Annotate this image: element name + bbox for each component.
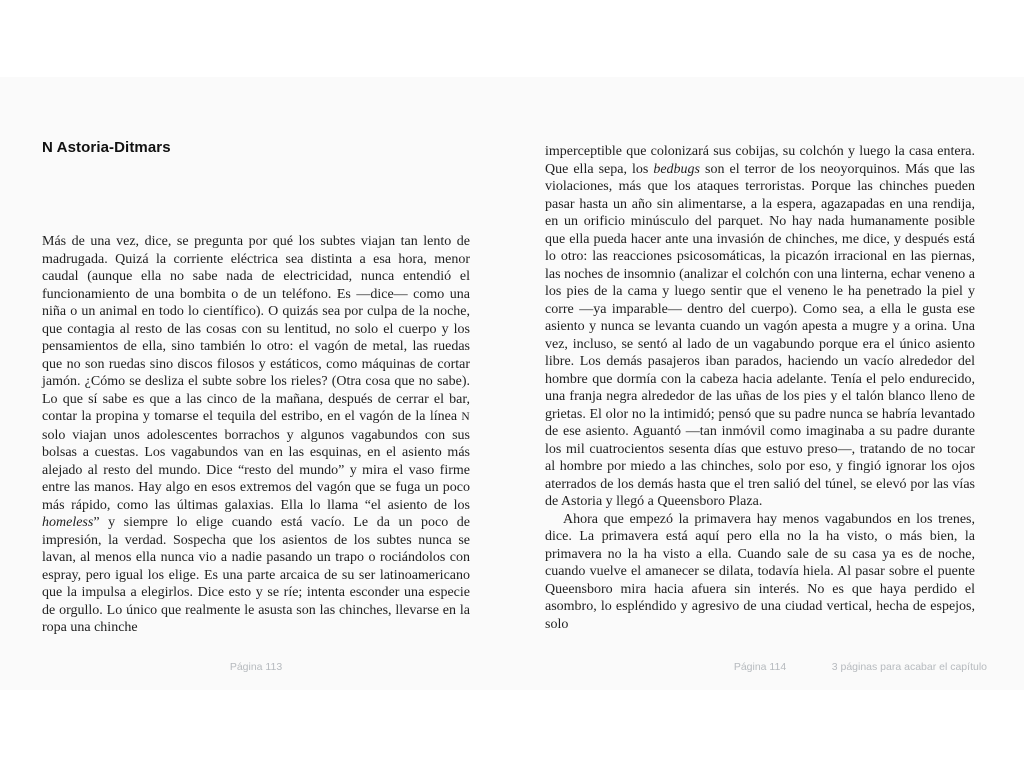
- paragraph: imperceptible que colonizará sus cobijas, su colchón y luego la casa entera. Que ella sepa, los bedbugs son el terror de los neoyorquinos. Más que las violaciones, más que los ataques terroristas. Porque las chinches pueden pasar hasta un año sin alimentarse, a la espera, agazapadas en una rendija, en un orificio minúsculo del parquet. No hay nada humanamente posible que ella pueda hacer ante una invasión de chinches, me dice, y después está lo otro: las reacciones psicosomáticas, la picazón irracional en las piernas, las noches de insomnio (analizar el colchón con una linterna, echar veneno a los pies de la cama y luego sentir que el veneno le ha penetrado la piel y corre —ya imparable— dentro del cuerpo). Como sea, a ella le gusta ese asiento y nunca se levanta cuando un vagón apesta a mugre y a orina. Una vez, incluso, se sentó al lado de un vagabundo porque era el único asiento libre. Los demás pasajeros iban parados, haciendo un vacío alrededor del hombre que dormía con la cabeza hacia adelante. Tenía el pelo endurecido, una franja negra alrededor de las uñas de los pies y el talón blanco lleno de grietas. El olor no la intimidó; pensó que su padre nunca se habría levantado de ese asiento. Aguantó —tan inmóvil como imaginaba a su padre durante los mil cuatrocientos sesenta días que estuvo preso—, tratando de no tocar al hombre por miedo a las chinches, solo por eso, y fingió ignorar los ojos aterrados de los demás hasta que el tren salió del túnel, se elevó por las vías de Astoria y llegó a Queensboro Plaza.: [545, 144, 975, 509]
- reader-page-panel: [0, 77, 1024, 690]
- book-page-left-column: [42, 233, 470, 637]
- chapter-heading: N Astoria-Ditmars: [42, 139, 171, 156]
- paragraph: Ahora que empezó la primavera hay menos vagabundos en los trenes, dice. La primavera está aquí pero ella no la ha visto, o más bien, la primavera no la ha visto a ella. Cuando sale de su casa ya es de noche, cuando vuelve el amanecer se dilata, todavía hiela. Al pasar sobre el puente Queensboro mira hacia afuera sin interés. No es que haya perdido el asombro, lo espléndido y agresivo de una ciudad vertical, hecha de espejos, solo: [545, 511, 975, 632]
- chapter-progress-label: 3 páginas para acabar el capítulo: [831, 661, 987, 673]
- paragraph: Más de una vez, dice, se pregunta por qué los subtes viajan tan lento de madrugada. Quizá la corriente eléctrica sea distinta a esa hora, menor caudal (aunque ella no sabe nada de electricidad, nunca entendió el funcionamiento de una bombita o de un teléfono. Es —dice— como una niña o un animal en todo lo científico). O quizás sea por culpa de la noche, que contagia al resto de las cosas con su lentitud, no solo el cuerpo y los pensamientos de ella, sino también lo otro: el vagón de metal, las ruedas que no son ruedas sino discos filosos y estáticos, como máquinas de cortar jamón. ¿Cómo se desliza el subte sobre los rieles? (Otra cosa que no sabe). Lo que sí sabe es que a las cinco de la mañana, después de cerrar el bar, contar la propina y tomarse el tequila del estribo, en el vagón de la línea N solo viajan unos adolescentes borrachos y algunos vagabundos con sus bolsas a cuestas. Los vagabundos van en las esquinas, en el asiento más alejado al resto del mundo. Dice “resto del mundo” y mira el vaso firme entre las manos. Hay algo en esos extremos del vagón que se fuga un poco más rápido, como las últimas galaxias. Ella lo llama “el asiento de los homeless” y siempre lo elige cuando está vacío. Le da un poco de impresión, la verdad. Sospecha que los asientos de los subtes nunca se lavan, al menos ella nunca vio a nadie pasando un trapo o rociándolos con espray, pero igual los elige. Es una parte arcaica de su ser latinoamericano que la impulsa a elegirlos. Dice esto y se ríe; intenta esconder una especie de orgullo. Lo único que realmente le asusta son las chinches, llevarse en la ropa una chinche: [42, 234, 470, 635]
- book-page-right-column: [545, 143, 975, 633]
- page-number-right: Página 114: [733, 661, 787, 673]
- page-number-left: Página 113: [229, 661, 283, 673]
